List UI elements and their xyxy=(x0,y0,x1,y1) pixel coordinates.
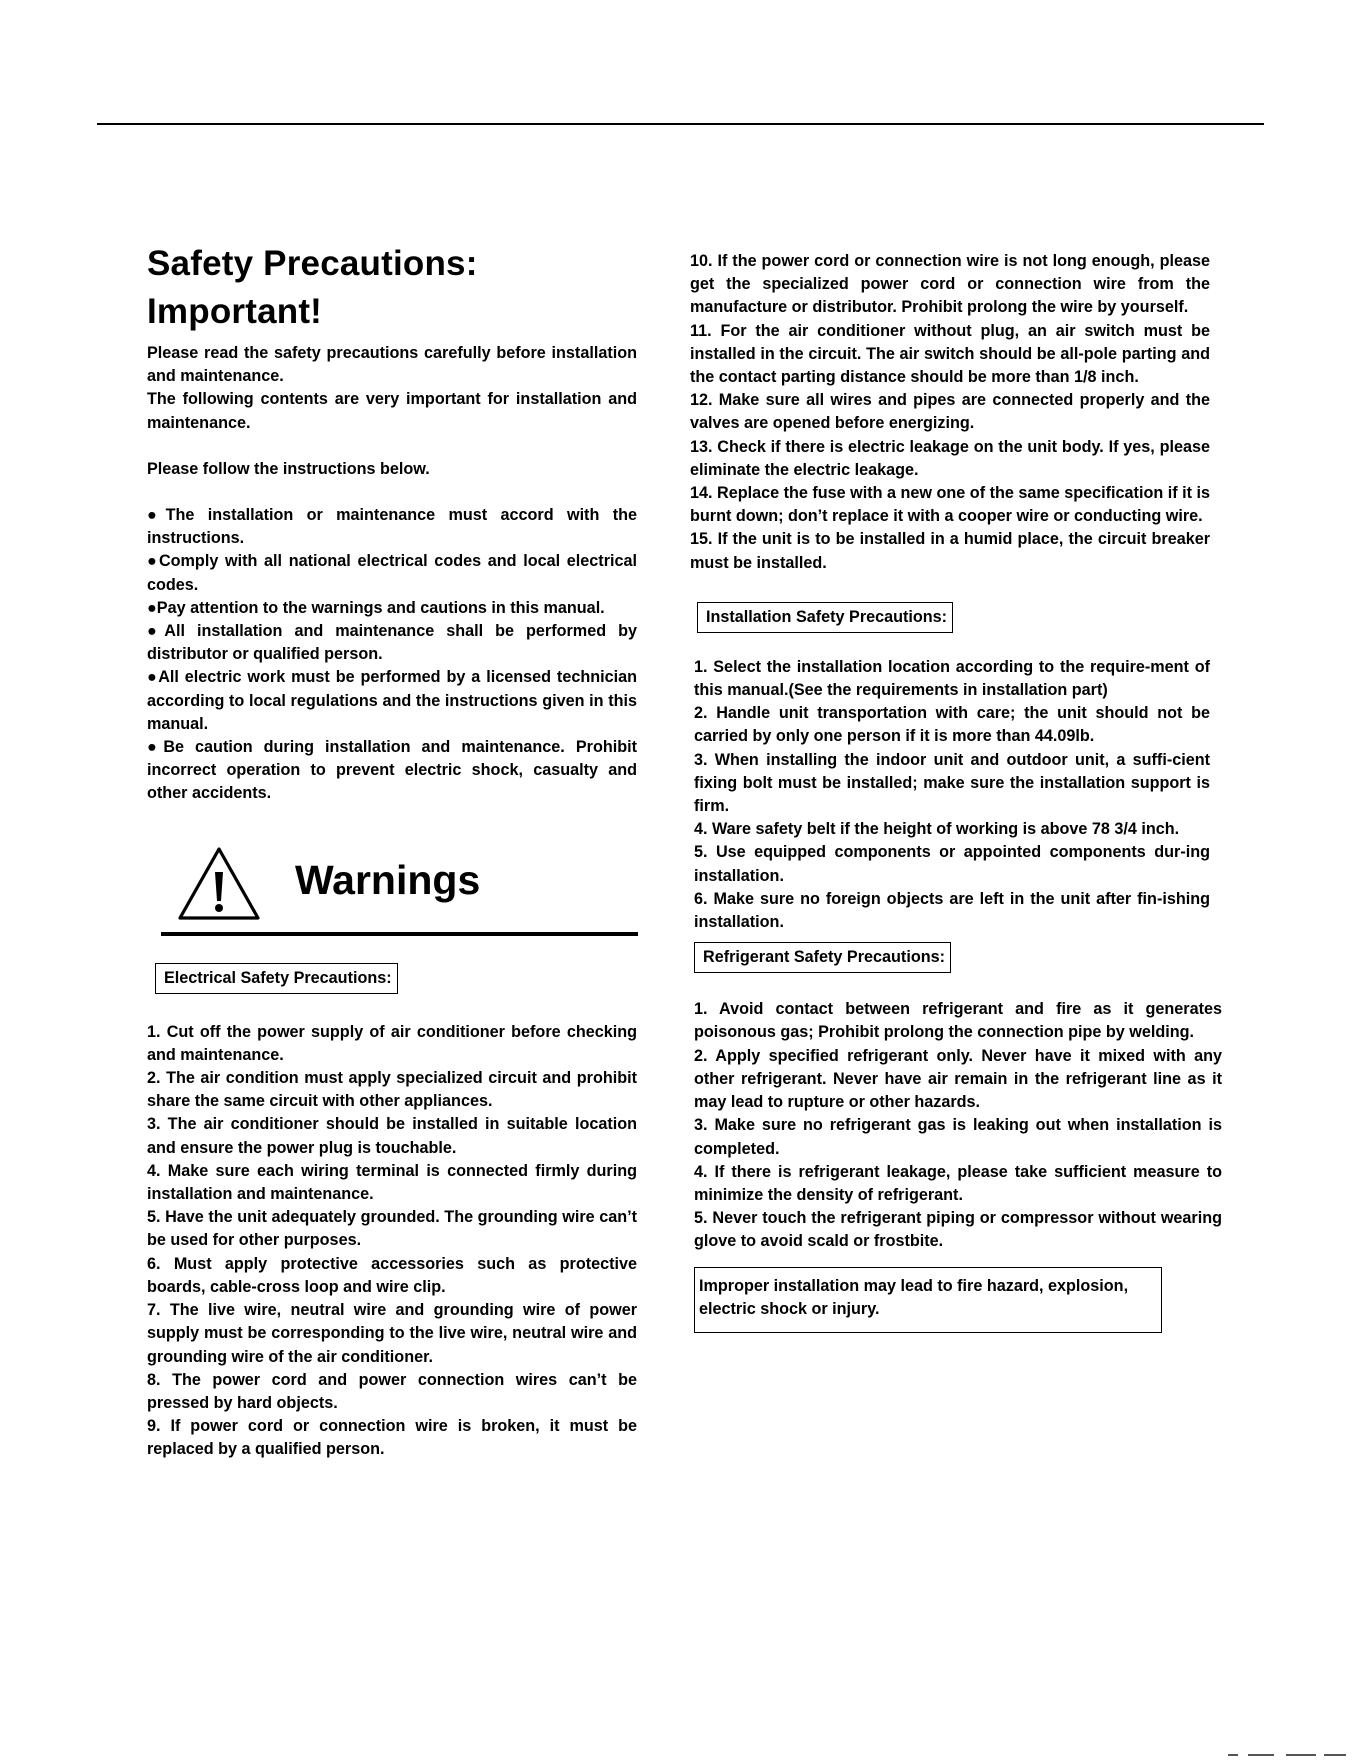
intro-paragraph-2: The following contents are very important for installation and maintenance. xyxy=(147,390,637,432)
electrical-item: 11. For the air conditioner without plug, an air switch must be installed in the circuit. The air switch should be all-pole parting and the contact parting distance should be more than 1/8 inch. xyxy=(690,321,1210,387)
electrical-item: 6. Must apply protective accessories such as protective boards, cable-cross loop and wire clip. xyxy=(147,1254,637,1296)
installation-item: 1. Select the installation location according to the require-ment of this manual.(See the requirements in installation part) xyxy=(694,657,1210,700)
warnings-banner xyxy=(147,830,637,958)
installation-item: 4. Ware safety belt if the height of working is above 78 3/4 inch. xyxy=(694,820,1180,839)
left-column xyxy=(147,240,637,1462)
installation-heading: Installation Safety Precautions: xyxy=(697,602,953,633)
electrical-item: 10. If the power cord or connection wire is not long enough, please get the specialized power cord or connection wire from the manufacture or distributor. Prohibit prolong the wire by yourself. xyxy=(690,252,1210,317)
bullet-item: ●Pay attention to the warnings and cautions in this manual. xyxy=(147,598,605,617)
electrical-item: 14. Replace the fuse with a new one of the same specification if it is burnt down; don’t replace it with a cooper wire or conducting wire. xyxy=(690,484,1210,526)
electrical-item: 1. Cut off the power supply of air conditioner before checking and maintenance. xyxy=(147,1022,637,1064)
refrigerant-heading: Refrigerant Safety Precautions: xyxy=(694,942,951,973)
header-rule xyxy=(97,123,1264,125)
bullet-item: ●Be caution during installation and maintenance. Prohibit incorrect operation to prevent electric shock, casualty and other accidents. xyxy=(147,738,637,803)
electrical-item: 7. The live wire, neutral wire and grounding wire of power supply must be corresponding to the live wire, neutral wire and grounding wire of the air conditioner. xyxy=(147,1301,637,1366)
bullet-item: ●The installation or maintenance must accord with the instructions. xyxy=(147,506,637,548)
refrigerant-item: 2. Apply specified refrigerant only. Never have it mixed with any other refrigerant. Never have air remain in the refrigerant line as it may lead to rupture or other hazards. xyxy=(694,1046,1222,1112)
warnings-rule xyxy=(161,932,638,936)
bullet-item: ●All electric work must be performed by a licensed technician according to local regulations and the instructions given in this manual. xyxy=(147,668,637,733)
footer-crop-marks xyxy=(1228,1754,1348,1757)
installation-item: 3. When installing the indoor unit and outdoor unit, a suffi-cient fixing bolt must be installed; make sure the installation support is firm. xyxy=(694,750,1210,816)
installation-item: 6. Make sure no foreign objects are left in the unit after fin-ishing installation. xyxy=(694,889,1210,932)
installation-item: 2. Handle unit transportation with care; the unit should not be carried by only one person if it is more than 44.09lb. xyxy=(694,704,1210,746)
page-subtitle: Important! xyxy=(147,292,323,331)
electrical-item: 3. The air conditioner should be installed in suitable location and ensure the power plug is touchable. xyxy=(147,1115,637,1157)
bullet-item: ●All installation and maintenance shall be performed by distributor or qualified person. xyxy=(147,622,637,664)
electrical-item: 12. Make sure all wires and pipes are connected properly and the valves are opened before energizing. xyxy=(690,391,1210,433)
electrical-item: 9. If power cord or connection wire is broken, it must be replaced by a qualified person. xyxy=(147,1417,637,1459)
refrigerant-item: 1. Avoid contact between refrigerant and fire as it generates poisonous gas; Prohibit prolong the connection pipe by welding. xyxy=(694,1000,1222,1042)
bullet-item: ●Comply with all national electrical codes and local electrical codes. xyxy=(147,552,637,594)
warning-triangle-icon xyxy=(177,846,261,922)
intro-paragraph-1: Please read the safety precautions carefully before installation and maintenance. xyxy=(147,344,637,386)
installation-item: 5. Use equipped components or appointed components dur-ing installation. xyxy=(694,843,1210,885)
refrigerant-item: 3. Make sure no refrigerant gas is leaking out when installation is completed. xyxy=(694,1116,1222,1158)
electrical-item: 8. The power cord and power connection wires can’t be pressed by hard objects. xyxy=(147,1370,637,1412)
electrical-item: 4. Make sure each wiring terminal is connected firmly during installation and maintenance. xyxy=(147,1161,637,1204)
refrigerant-item: 4. If there is refrigerant leakage, please take sufficient measure to minimize the density of refrigerant. xyxy=(694,1162,1222,1204)
warnings-title: Warnings xyxy=(295,856,481,903)
page-title: Safety Precautions: xyxy=(147,244,478,283)
electrical-heading: Electrical Safety Precautions: xyxy=(155,963,398,994)
electrical-item: 13. Check if there is electric leakage on the unit body. If yes, please eliminate the electric leakage. xyxy=(690,437,1210,479)
improper-installation-note: Improper installation may lead to fire hazard, explosion, electric shock or injury. xyxy=(694,1267,1162,1333)
follow-instructions: Please follow the instructions below. xyxy=(147,459,430,478)
refrigerant-item: 5. Never touch the refrigerant piping or compressor without wearing glove to avoid scald or frostbite. xyxy=(694,1209,1222,1251)
right-column xyxy=(690,250,1222,1333)
electrical-item: 2. The air condition must apply specialized circuit and prohibit share the same circuit with other appliances. xyxy=(147,1069,637,1111)
electrical-item: 15. If the unit is to be installed in a humid place, the circuit breaker must be installed. xyxy=(690,530,1210,572)
electrical-item: 5. Have the unit adequately grounded. The grounding wire can’t be used for other purposes. xyxy=(147,1208,637,1250)
